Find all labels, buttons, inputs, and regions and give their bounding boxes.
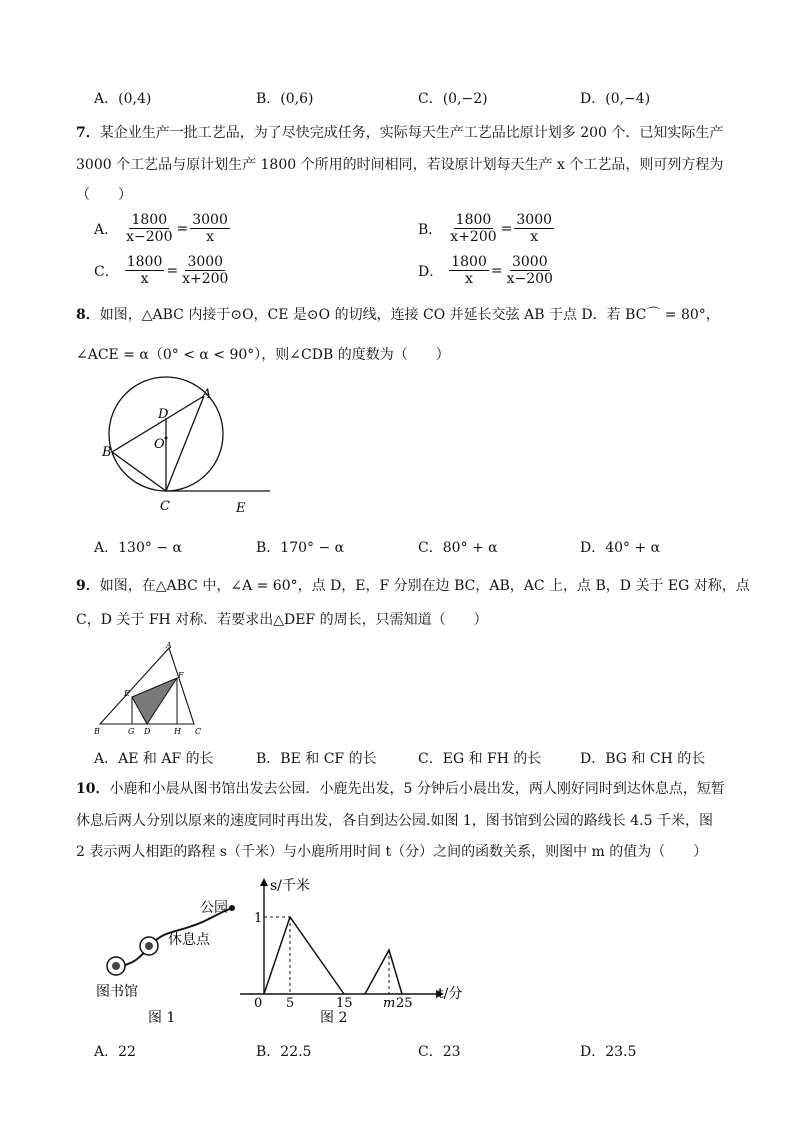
- option-label: D．: [580, 751, 606, 767]
- numerator: 3000: [511, 254, 548, 270]
- q10-line-1: [76, 780, 725, 798]
- option-label: C．: [418, 540, 443, 556]
- denominator: x−200: [126, 229, 173, 245]
- option-text: BE 和 CF 的长: [280, 751, 377, 767]
- denominator: x+200: [182, 271, 229, 287]
- fraction-right: [180, 254, 230, 287]
- center-point-o: [165, 437, 168, 440]
- option-label: D．: [580, 540, 606, 556]
- tick-y-1: 1: [254, 911, 263, 926]
- numerator: 1800: [131, 212, 168, 228]
- q9-line-1: [76, 577, 750, 595]
- park-label: 公园: [200, 900, 228, 916]
- label-c: C: [160, 499, 170, 514]
- fraction-left: [448, 212, 498, 245]
- question-number: 8．: [76, 307, 100, 323]
- option-text: (0,6): [280, 91, 314, 107]
- tick-x-m: m: [383, 996, 396, 1011]
- label-o: O: [154, 437, 165, 452]
- q6-option-a[interactable]: [94, 88, 151, 108]
- option-text: AE 和 AF 的长: [118, 751, 214, 767]
- option-label: B．: [256, 751, 281, 767]
- option-text: 170° − α: [280, 540, 345, 556]
- denominator: x: [530, 229, 539, 245]
- q7-line-2: 3000 个工艺品与原计划生产 1800 个所用的时间相同，若设原计划每天生产 x 个工艺品，则可列方程为: [76, 157, 724, 173]
- q10-line-3: 2 表示两人相距的路程 s（千米）与小鹿所用时间 t（分）之间的函数关系，则图中 m 的值为（ ）: [76, 844, 708, 860]
- y-axis-arrow: [260, 878, 268, 886]
- q10-option-c[interactable]: [418, 1041, 461, 1061]
- option-label: A．: [94, 1044, 119, 1060]
- option-label: C．: [418, 751, 443, 767]
- q9-option-a[interactable]: [94, 748, 214, 768]
- option-text: 40° + α: [605, 540, 661, 556]
- q7-line-1: [76, 124, 723, 142]
- question-text: 小鹿和小晨从图书馆出发去公园．小鹿先出发，5 分钟后小晨出发，两人刚好同时到达休息点，短暂: [109, 781, 725, 797]
- numerator: 3000: [187, 254, 224, 270]
- option-text: 80° + α: [442, 540, 498, 556]
- label-d: D: [158, 407, 169, 422]
- q10-figure-1: [96, 892, 246, 1032]
- tick-origin: 0: [254, 996, 263, 1011]
- option-label: A．: [94, 751, 119, 767]
- option-text: 22: [118, 1044, 136, 1060]
- numerator: 3000: [192, 212, 228, 228]
- q8-option-d[interactable]: [580, 537, 660, 557]
- option-text: BG 和 CH 的长: [605, 751, 706, 767]
- label-c: C: [195, 727, 202, 736]
- q9-line-2: C，D 关于 FH 对称．若要求出△DEF 的周长，只需知道（ ）: [76, 612, 488, 628]
- q7-paren: （ ）: [76, 187, 132, 203]
- denominator: x+200: [450, 229, 497, 245]
- fraction-left: [124, 212, 174, 245]
- option-text: 130° − α: [118, 540, 182, 556]
- equals-sign: =: [490, 262, 503, 279]
- question-number: 9．: [76, 578, 100, 594]
- fraction-right: [505, 254, 555, 287]
- option-label: B．: [256, 540, 281, 556]
- option-label: A．: [94, 540, 119, 556]
- q10-option-b[interactable]: [256, 1041, 311, 1061]
- q6-option-b[interactable]: [256, 88, 314, 108]
- label-e: E: [124, 689, 130, 698]
- option-label: D．: [580, 1044, 606, 1060]
- option-label: C．: [418, 91, 443, 107]
- fraction-right: [514, 212, 554, 245]
- question-text: 如图，在△ABC 中，∠A = 60°，点 D，E，F 分别在边 BC，AB，AC 上，点 B，D 关于 EG 对称，点: [99, 578, 750, 594]
- option-label: C．: [418, 1044, 443, 1060]
- q9-option-c[interactable]: [418, 748, 541, 768]
- equals-sign: =: [166, 262, 179, 279]
- numerator: 1800: [126, 254, 163, 270]
- equals-sign: =: [176, 220, 189, 237]
- q10-figure-2: [230, 870, 470, 1030]
- x-axis-label: t/分: [438, 986, 463, 1002]
- chord-bc: [112, 452, 166, 491]
- label-e: E: [236, 501, 246, 516]
- q7-option-b[interactable]: [418, 212, 554, 245]
- label-h: H: [174, 727, 181, 736]
- q9-option-d[interactable]: [580, 748, 705, 768]
- figure-1-caption: 图 1: [148, 1010, 176, 1026]
- fraction-right: [190, 212, 230, 245]
- q10-line-2: 休息后两人分别以原来的速度同时再出发，各自到达公园.如图 1，图书馆到公园的路线长 4.5 千米，图: [76, 813, 713, 829]
- denominator: x: [206, 229, 214, 245]
- q8-line-1: [76, 306, 720, 324]
- q8-option-c[interactable]: [418, 537, 498, 557]
- option-label: A．: [94, 91, 119, 107]
- numerator: 1800: [451, 254, 487, 270]
- q8-option-b[interactable]: [256, 537, 344, 557]
- option-label: D．: [580, 91, 606, 107]
- library-label: 图书馆: [96, 984, 138, 1000]
- option-text: 22.5: [280, 1044, 312, 1060]
- chord-ac: [166, 396, 204, 491]
- option-label: B．: [256, 1044, 281, 1060]
- library-dot: [112, 962, 120, 970]
- question-text: 如图，△ABC 内接于⊙O，CE 是⊙O 的切线，连接 CO 并延长交弦 AB 于点 D．若 BC⌒ = 80°，: [99, 307, 720, 323]
- y-axis-label: s/千米: [270, 878, 310, 894]
- q6-option-c[interactable]: [418, 88, 488, 108]
- figure-2-caption: 图 2: [320, 1010, 348, 1026]
- tick-x-5: 5: [286, 996, 295, 1011]
- label-g: G: [128, 727, 135, 736]
- option-text: (0,4): [118, 91, 152, 107]
- option-label: B．: [256, 91, 281, 107]
- triangle-def: [132, 678, 177, 724]
- rest-point-dot: [145, 942, 153, 950]
- question-number: 10．: [76, 781, 110, 797]
- denominator: x: [465, 271, 473, 287]
- question-text: 某企业生产一批工艺品，为了尽快完成任务，实际每天生产工艺品比原计划多 200 个．已知实际生产: [99, 125, 724, 141]
- rest-point-label: 休息点: [168, 932, 210, 948]
- option-label: C．: [94, 263, 119, 280]
- label-b: B: [102, 445, 112, 460]
- q10-option-a[interactable]: [94, 1041, 136, 1061]
- label-f: F: [178, 671, 184, 680]
- label-b: B: [94, 727, 100, 736]
- denominator: x: [140, 271, 149, 287]
- q9-figure: [90, 640, 210, 738]
- denominator: x−200: [506, 271, 553, 287]
- option-text: (0,−2): [442, 91, 488, 107]
- label-a: A: [166, 641, 172, 650]
- fraction-left: [449, 254, 489, 287]
- q8-line-2: ∠ACE = α（0° < α < 90°），则∠CDB 的度数为（ ）: [76, 347, 450, 363]
- q6-option-d[interactable]: [580, 88, 650, 108]
- q7-option-c[interactable]: [94, 254, 230, 287]
- option-text: 23: [442, 1044, 461, 1060]
- q8-option-a[interactable]: [94, 537, 182, 557]
- option-label: D．: [418, 263, 444, 280]
- option-label: B．: [418, 221, 443, 238]
- label-d: D: [144, 727, 151, 736]
- question-number: 7．: [76, 125, 100, 141]
- numerator: 3000: [516, 212, 553, 228]
- q7-option-d[interactable]: [418, 254, 555, 287]
- q9-option-b[interactable]: [256, 748, 377, 768]
- option-text: (0,−4): [605, 91, 651, 107]
- q8-figure: [96, 376, 296, 520]
- option-text: EG 和 FH 的长: [442, 751, 542, 767]
- tick-x-15: 15: [336, 996, 353, 1011]
- q10-option-d[interactable]: [580, 1041, 636, 1061]
- equals-sign: =: [500, 220, 513, 237]
- graph-segment-2: [365, 950, 402, 994]
- option-text: 23.5: [605, 1044, 637, 1060]
- option-label: A．: [94, 221, 119, 238]
- tick-x-25: 25: [396, 996, 413, 1011]
- q7-option-a[interactable]: [94, 212, 230, 245]
- graph-segment-1: [264, 917, 344, 994]
- numerator: 1800: [455, 212, 492, 228]
- label-a: A: [202, 387, 212, 402]
- fraction-left: [125, 254, 165, 287]
